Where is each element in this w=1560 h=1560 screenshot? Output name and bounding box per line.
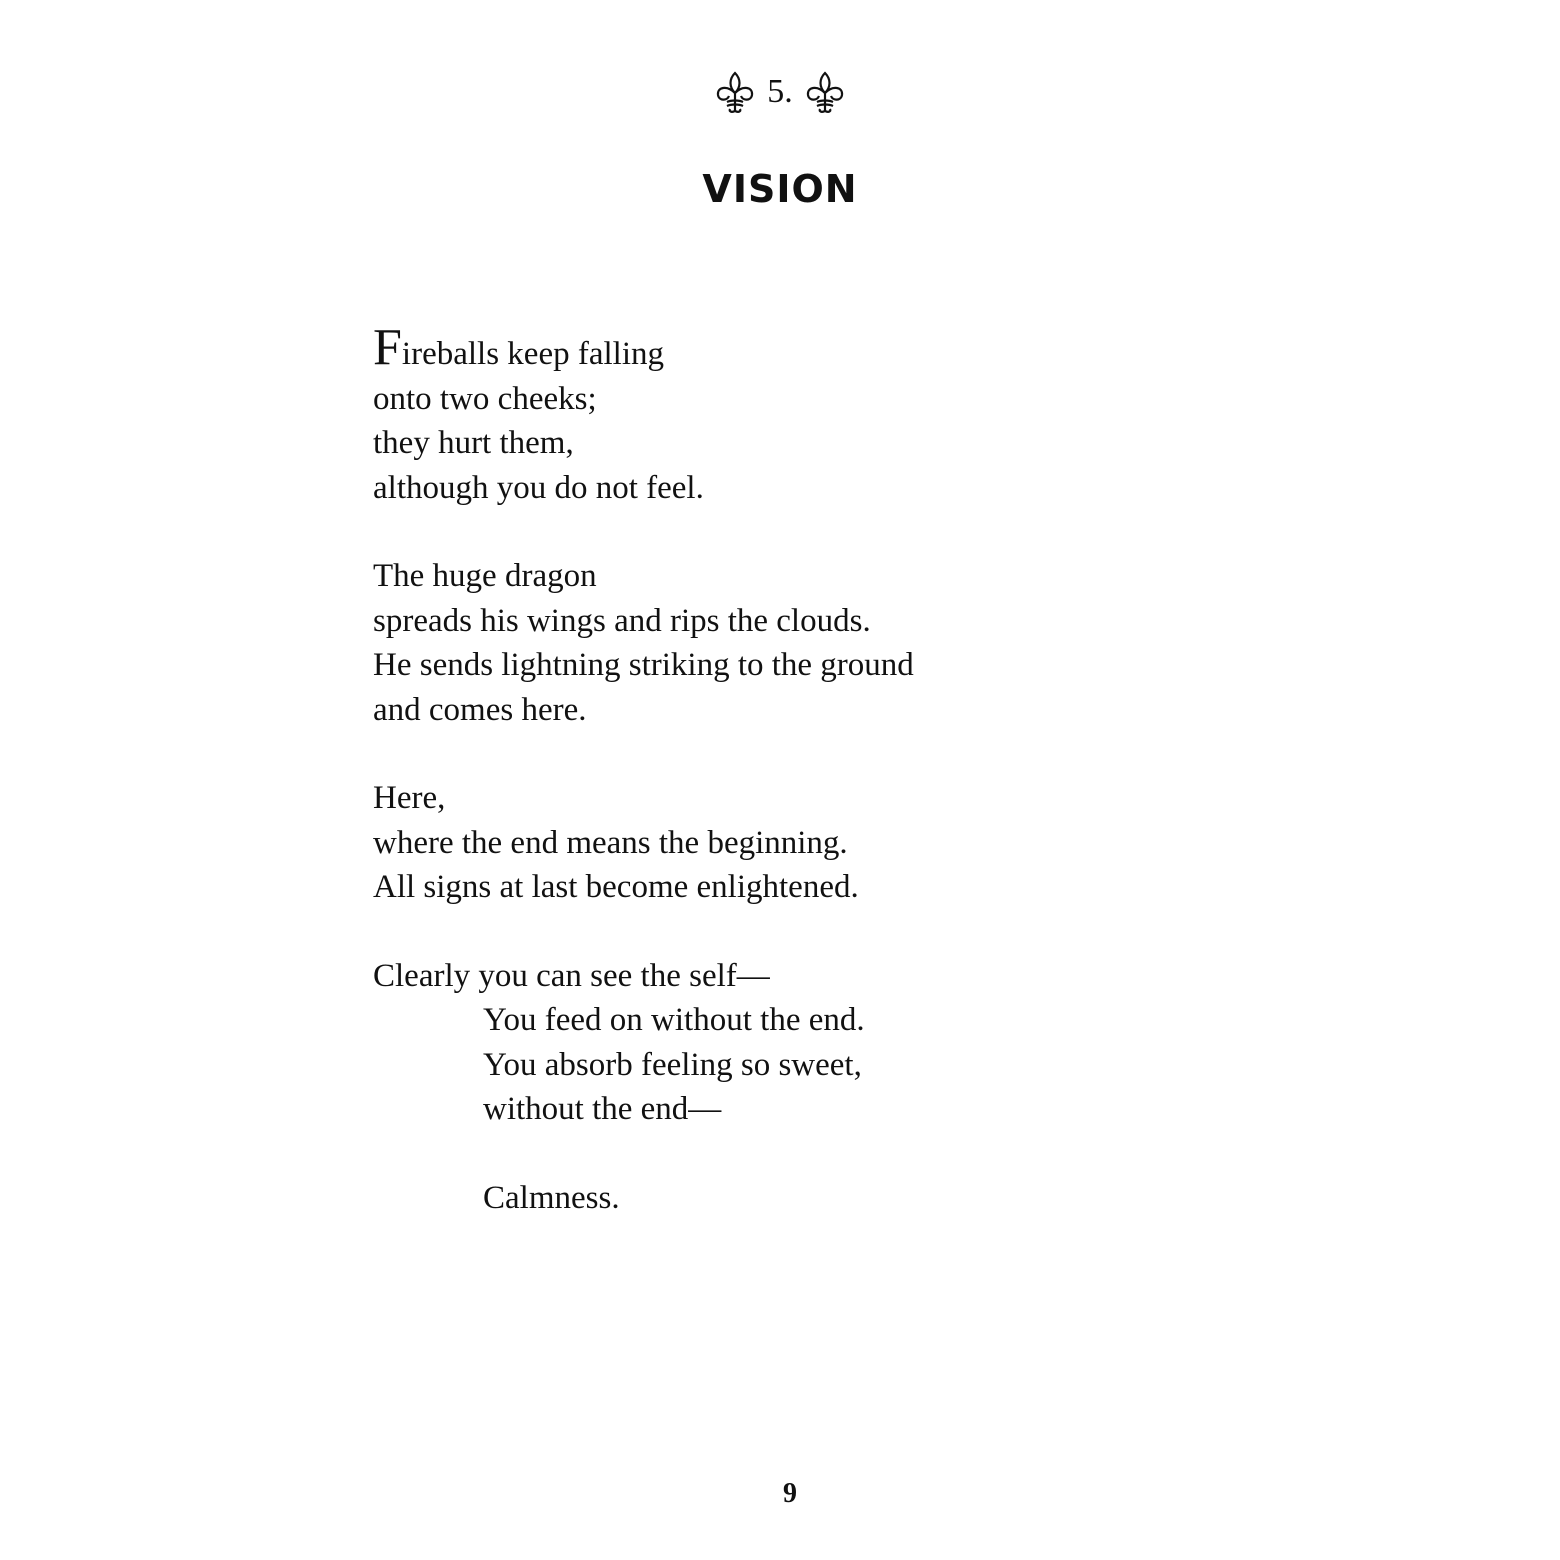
poem-line-text: ireballs keep falling [401, 336, 664, 372]
poem-body [373, 319, 1173, 1264]
stanza [373, 319, 1173, 510]
poem-line: and comes here. [373, 691, 587, 728]
poem-line-indented: You absorb feeling so sweet, [483, 1046, 862, 1083]
drop-cap: F [373, 319, 402, 376]
stanza [373, 776, 1173, 910]
poem-line-indented: You feed on without the end. [483, 1002, 865, 1038]
poem-line [373, 319, 1173, 377]
poem-number: 5. [767, 72, 793, 110]
poem-line: where the end means the beginning. [373, 824, 848, 861]
stanza [373, 954, 1173, 1132]
stanza [373, 554, 1173, 732]
poem-line: Clearly you can see the self— [373, 957, 770, 994]
poem-line: The huge dragon [373, 558, 597, 594]
stanza [373, 1176, 1173, 1221]
poem-line: All signs at last become enlightened. [373, 869, 859, 905]
fleur-de-lis-icon [713, 69, 757, 115]
poem-line: He sends lightning striking to the ground [373, 647, 914, 683]
poem-line: spreads his wings and rips the clouds. [373, 602, 871, 639]
poem-line-indented: without the end— [483, 1091, 722, 1127]
poem-line: onto two cheeks; [373, 380, 597, 417]
poem-line-indented: Calmness. [483, 1179, 620, 1216]
poem-line: they hurt them, [373, 425, 574, 461]
poem-line: Here, [373, 780, 446, 816]
fleur-de-lis-icon [803, 69, 847, 115]
poem-title: VISION [702, 167, 858, 211]
poem-header [0, 60, 1560, 120]
page-number: 9 [783, 1478, 797, 1509]
poem-line: although you do not feel. [373, 469, 704, 506]
